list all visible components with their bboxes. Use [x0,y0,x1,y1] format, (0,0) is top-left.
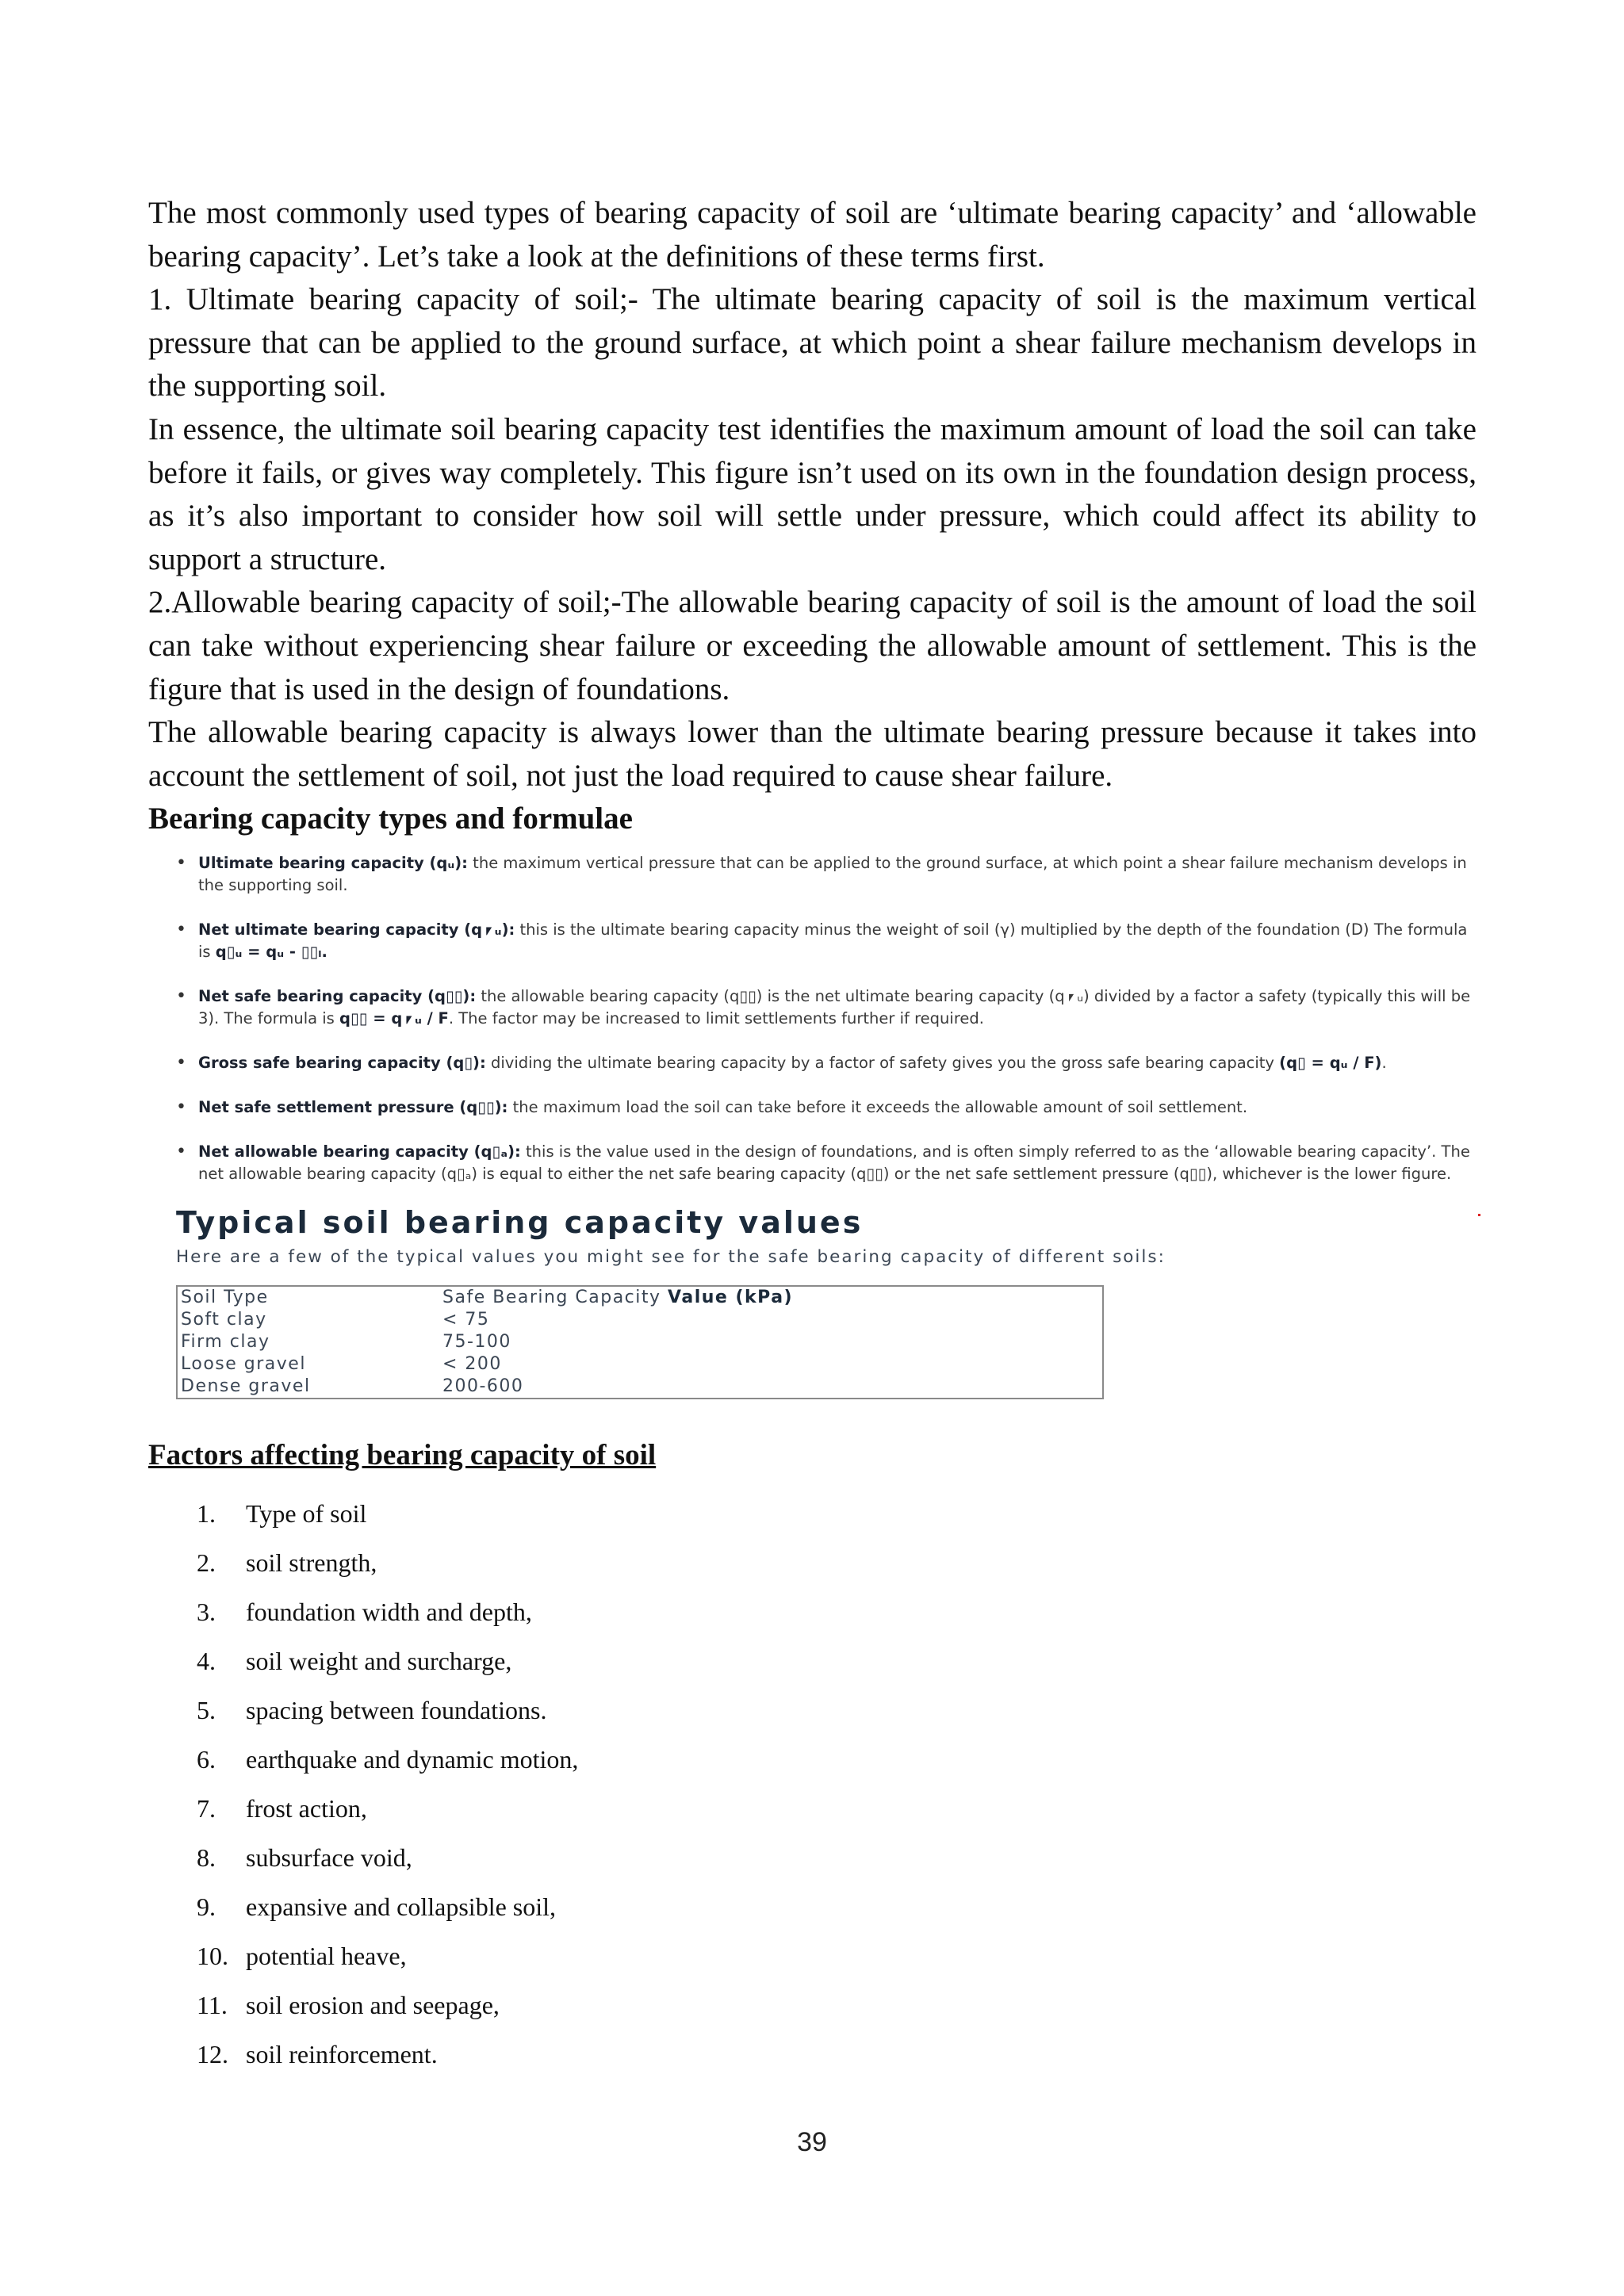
bullet-term: Net safe settlement pressure (q▯▯): [198,1098,508,1116]
list-item [197,1538,578,1587]
list-number: 12. [197,2040,228,2068]
factors-list [197,1489,578,2079]
bullet-term: Net ultimate bearing capacity (q⎖ᵤ): [198,920,515,939]
cell-soil-type: Firm clay [181,1332,270,1352]
list-text: subsurface void, [246,1843,412,1872]
cell-soil-type: Soft clay [181,1310,267,1330]
ultimate-explanation: In essence, the ultimate soil bearing capacity test identifies the maximum amount of load the soil can take before it fails, or gives way completely. This figure isn’t used on its own in the foundation design process, as it’s also important to consider how soil will settle under pressure, which could affect its ability to support a structure. [148,411,1477,576]
list-number: 2. [197,1548,216,1577]
list-item [197,1931,578,1980]
list-item [197,1882,578,1931]
table-header-row [177,1286,1103,1309]
list-text: frost action, [246,1794,367,1823]
list-item [176,985,1477,1030]
list-text: soil strength, [246,1548,377,1577]
cell-capacity: 75-100 [442,1332,511,1352]
bullet-term: Ultimate bearing capacity (qᵤ): [198,854,468,872]
column-header-soil-type: Soil Type [181,1288,269,1307]
list-item [176,1141,1477,1185]
allowable-explanation: The allowable bearing capacity is always lower than the ultimate bearing pressure because it takes into account the settlement of soil, not just the load required to cause shear failure. [148,715,1477,793]
header-text: Safe Bearing Capacity [442,1288,668,1307]
list-number: 11. [197,1991,228,2019]
bullet-term: Net allowable bearing capacity (q▯ₐ): [198,1142,521,1161]
list-item [197,1735,578,1784]
list-item [197,1980,578,2030]
intro-text [148,192,1477,841]
bullet-text: this is the ultimate bearing capacity minus the weight of soil (γ) multiplied by the depth of the foundation (D) The formula is [198,920,1468,961]
table-row [177,1309,1103,1331]
table-row [177,1331,1103,1353]
list-number: 9. [197,1892,216,1921]
cell-capacity: < 200 [442,1354,502,1374]
intro-paragraph: The most commonly used types of bearing capacity of soil are ‘ultimate bearing capacity’ and ‘allowable bearing capacity’. Let’s take a look at the definitions of these terms first. [148,196,1477,274]
bullet-term: Gross safe bearing capacity (q▯): [198,1054,486,1072]
list-number: 4. [197,1647,216,1675]
page-number: 39 [797,2127,827,2157]
ultimate-definition: 1. Ultimate bearing capacity of soil;- The ultimate bearing capacity of soil is the maximum vertical pressure that can be applied to the ground surface, at which point a shear failure mechanism develops in the supporting soil. [148,282,1477,404]
list-item [197,1587,578,1636]
soil-capacity-table [176,1285,1104,1399]
list-text: spacing between foundations. [246,1696,547,1724]
list-number: 3. [197,1598,216,1626]
table-row [177,1353,1103,1376]
list-item [176,919,1477,963]
list-number: 1. [197,1499,216,1528]
bullet-text: this is the value used in the design of foundations, and is often simply referred to as the ‘allowable bearing capacity’. The net allowable bearing capacity (q▯ₐ) is equal to either the net safe bearing capacity (q▯▯) or the net safe settlement pressure (q▯▯), whichever is the lower figure. [198,1142,1470,1183]
allowable-definition: 2.Allowable bearing capacity of soil;-The allowable bearing capacity of soil is the amount of load the soil can take without experiencing shear failure or exceeding the allowable amount of settlement. This is the figure that is used in the design of foundations. [148,585,1477,706]
cell-soil-type: Dense gravel [181,1376,311,1396]
factors-heading: Factors affecting bearing capacity of soil [148,1439,657,1471]
red-dot-mark [1478,1214,1480,1216]
list-number: 5. [197,1696,216,1724]
bullet-text: dividing the ultimate bearing capacity by a factor of safety gives you the gross safe bearing capacity [485,1054,1280,1072]
embedded-screenshot [176,852,1477,1399]
list-number: 6. [197,1745,216,1774]
list-item [176,1096,1477,1119]
list-text: soil reinforcement. [246,2040,438,2068]
cell-capacity: < 75 [442,1310,490,1330]
list-item [176,852,1477,897]
bullet-term: Net safe bearing capacity (q▯▯): [198,987,477,1005]
list-text: earthquake and dynamic motion, [246,1745,579,1774]
typical-values-title: Typical soil bearing capacity values [176,1205,864,1240]
list-number: 8. [197,1843,216,1872]
bullet-text: . [1381,1054,1387,1072]
cell-soil-type: Loose gravel [181,1354,306,1374]
list-item [197,1489,578,1538]
list-item [197,1833,578,1882]
capacity-types-list [176,852,1477,1185]
header-text-bold: Value (kPa) [668,1288,794,1307]
list-item [197,1636,578,1686]
list-item [197,2030,578,2079]
list-item [176,1052,1477,1074]
bullet-text: the maximum load the soil can take before it exceeds the allowable amount of soil settlement. [508,1098,1248,1116]
list-number: 10. [197,1942,228,1970]
bullet-formula: q▯ᵤ = qᵤ - ▯▯ₗ. [215,943,327,961]
list-text: Type of soil [246,1499,367,1528]
table-row [177,1376,1103,1399]
bullet-formula: (q▯ = qᵤ / F) [1279,1054,1382,1072]
list-number: 7. [197,1794,216,1823]
bullet-text: . The factor may be increased to limit settlements further if required. [448,1009,984,1027]
bullet-text: the maximum vertical pressure that can be applied to the ground surface, at which point a shear failure mechanism develops in the supporting soil. [198,854,1467,894]
list-text: soil weight and surcharge, [246,1647,512,1675]
bullet-formula: q▯▯ = q⎖ᵤ / F [339,1009,449,1027]
list-item [197,1686,578,1735]
list-text: soil erosion and seepage, [246,1991,500,2019]
list-text: potential heave, [246,1942,407,1970]
column-header-capacity [439,1286,1103,1309]
list-text: expansive and collapsible soil, [246,1892,557,1921]
formulae-heading: Bearing capacity types and formulae [148,802,633,836]
typical-values-subtitle: Here are a few of the typical values you might see for the safe bearing capacity of different soils: [176,1247,1166,1267]
list-item [197,1784,578,1833]
list-text: foundation width and depth, [246,1598,532,1626]
cell-capacity: 200-600 [442,1376,524,1396]
bullet-text: the allowable bearing capacity (q▯▯) is the net ultimate bearing capacity (q⎖ᵤ) divided by a factor a safety (typically this will be 3). The formula is [198,987,1471,1027]
